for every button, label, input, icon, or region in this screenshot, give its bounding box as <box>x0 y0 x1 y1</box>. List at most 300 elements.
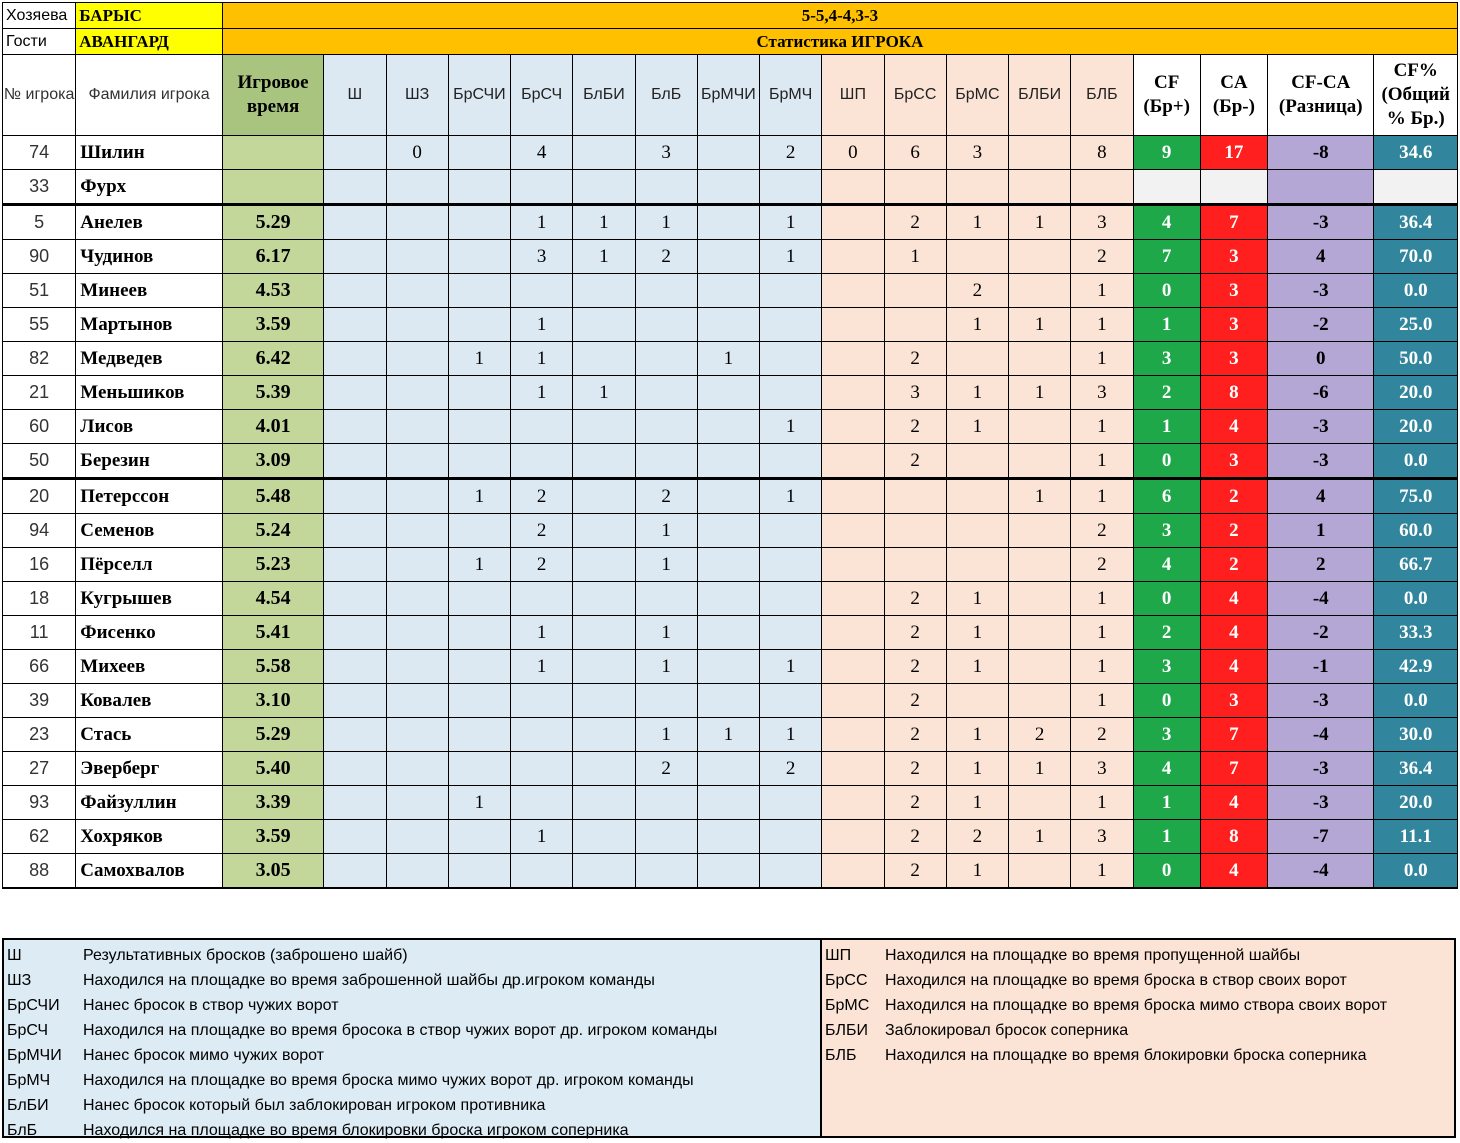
diff-cell: 0 <box>1268 342 1374 376</box>
stat-cell <box>386 410 448 444</box>
table-row <box>3 786 1458 820</box>
stat-cell: 1 <box>1009 820 1071 854</box>
player-number: 51 <box>3 274 76 308</box>
stat-cell <box>573 820 635 854</box>
legend-description: Находился на площадке во время заброшенной шайбы др.игроком команды <box>83 972 655 989</box>
player-name: Фурх <box>76 170 223 205</box>
table-row <box>3 616 1458 650</box>
player-number: 60 <box>3 410 76 444</box>
stat-cell <box>386 444 448 479</box>
stat-cell <box>324 650 386 684</box>
player-number: 21 <box>3 376 76 410</box>
pct-cell: 20.0 <box>1374 410 1458 444</box>
pct-cell: 75.0 <box>1374 479 1458 514</box>
cf-cell: 2 <box>1133 376 1200 410</box>
stat-cell <box>884 548 946 582</box>
stat-cell <box>448 718 510 752</box>
col-header-stat: ШЗ <box>386 55 448 136</box>
stat-cell <box>511 752 573 786</box>
guest-team: АВАНГАРД <box>76 29 223 55</box>
col-header-stat: ШП <box>822 55 884 136</box>
stat-cell <box>448 616 510 650</box>
stat-cell <box>697 514 759 548</box>
ca-cell: 4 <box>1200 616 1267 650</box>
stat-cell <box>1071 170 1133 205</box>
pct-cell: 20.0 <box>1374 376 1458 410</box>
stat-cell: 1 <box>760 479 822 514</box>
stat-cell <box>324 514 386 548</box>
cf-cell: 4 <box>1133 752 1200 786</box>
ca-cell: 8 <box>1200 820 1267 854</box>
stat-cell: 6 <box>884 136 946 170</box>
stat-cell: 4 <box>511 136 573 170</box>
stat-cell <box>386 582 448 616</box>
stat-cell <box>573 854 635 889</box>
diff-cell: -4 <box>1268 582 1374 616</box>
diff-cell: -3 <box>1268 786 1374 820</box>
stat-cell: 1 <box>1009 752 1071 786</box>
stat-cell <box>573 752 635 786</box>
legend-code: ШЗ <box>7 972 32 989</box>
col-header-stat: БрМС <box>946 55 1008 136</box>
table-row <box>3 342 1458 376</box>
legend-code: БЛБИ <box>825 1022 868 1039</box>
player-number: 94 <box>3 514 76 548</box>
player-number: 66 <box>3 650 76 684</box>
stat-cell: 2 <box>511 514 573 548</box>
stat-cell <box>324 752 386 786</box>
home-label: Хозяева <box>3 3 76 29</box>
stat-cell <box>448 752 510 786</box>
legend-item <box>4 1093 820 1118</box>
legend-item <box>4 1043 820 1068</box>
stat-cell: 1 <box>511 342 573 376</box>
stat-cell <box>324 684 386 718</box>
legend-code: ШП <box>825 947 852 964</box>
cf-cell: 9 <box>1133 136 1200 170</box>
ca-cell: 3 <box>1200 308 1267 342</box>
table-row <box>3 479 1458 514</box>
cf-cell: 0 <box>1133 854 1200 889</box>
stat-cell: 1 <box>946 205 1008 240</box>
player-time: 5.29 <box>222 205 323 240</box>
table-row <box>3 170 1458 205</box>
stat-cell <box>760 376 822 410</box>
stat-cell: 1 <box>884 240 946 274</box>
stat-cell <box>1009 854 1071 889</box>
stat-cell <box>884 274 946 308</box>
stat-cell <box>386 650 448 684</box>
stat-cell: 1 <box>760 410 822 444</box>
diff-cell: 4 <box>1268 479 1374 514</box>
stat-cell: 1 <box>635 718 697 752</box>
stat-cell <box>760 170 822 205</box>
stat-cell: 2 <box>884 786 946 820</box>
player-time: 3.10 <box>222 684 323 718</box>
stat-cell <box>697 376 759 410</box>
stat-cell: 1 <box>573 205 635 240</box>
player-name: Пёрселл <box>76 548 223 582</box>
stat-cell <box>511 170 573 205</box>
stat-cell <box>386 752 448 786</box>
stat-cell <box>324 170 386 205</box>
table-subtitle: Статистика ИГРОКА <box>222 29 1457 55</box>
stat-cell <box>573 616 635 650</box>
stat-cell <box>946 342 1008 376</box>
stat-cell <box>448 650 510 684</box>
legend-left <box>4 940 822 1139</box>
cf-cell: 4 <box>1133 548 1200 582</box>
cf-cell: 6 <box>1133 479 1200 514</box>
pct-cell: 11.1 <box>1374 820 1458 854</box>
stat-cell <box>324 820 386 854</box>
diff-cell: -3 <box>1268 205 1374 240</box>
stat-cell <box>324 854 386 889</box>
stat-cell: 1 <box>946 410 1008 444</box>
stat-cell <box>324 616 386 650</box>
diff-cell: -3 <box>1268 684 1374 718</box>
stat-cell: 2 <box>884 820 946 854</box>
stat-cell: 1 <box>635 514 697 548</box>
stat-cell <box>573 650 635 684</box>
stat-cell <box>386 514 448 548</box>
stat-cell <box>760 342 822 376</box>
stat-cell <box>511 444 573 479</box>
stat-cell <box>386 240 448 274</box>
player-time: 4.01 <box>222 410 323 444</box>
player-name: Чудинов <box>76 240 223 274</box>
player-time: 5.58 <box>222 650 323 684</box>
player-number: 88 <box>3 854 76 889</box>
stat-cell: 1 <box>946 582 1008 616</box>
stat-cell <box>697 170 759 205</box>
pct-cell: 33.3 <box>1374 616 1458 650</box>
game-score: 5-5,4-4,3-3 <box>222 3 1457 29</box>
table-row <box>3 752 1458 786</box>
legend-code: БЛБ <box>825 1047 857 1064</box>
player-name: Самохвалов <box>76 854 223 889</box>
stat-cell <box>1009 582 1071 616</box>
col-header-diff: CF-CA (Разница) <box>1268 55 1374 136</box>
stat-cell <box>822 582 884 616</box>
cf-cell: 1 <box>1133 786 1200 820</box>
stat-cell <box>511 718 573 752</box>
stat-cell: 2 <box>884 582 946 616</box>
stat-cell <box>946 548 1008 582</box>
player-time: 5.24 <box>222 514 323 548</box>
ca-cell: 7 <box>1200 718 1267 752</box>
player-name: Файзуллин <box>76 786 223 820</box>
stat-cell <box>1009 616 1071 650</box>
stat-cell: 1 <box>1071 582 1133 616</box>
pct-cell: 36.4 <box>1374 752 1458 786</box>
player-time: 5.40 <box>222 752 323 786</box>
stat-cell <box>511 786 573 820</box>
stat-cell <box>635 854 697 889</box>
legend-code: БрМС <box>825 997 870 1014</box>
stat-cell: 1 <box>946 308 1008 342</box>
stat-cell <box>822 854 884 889</box>
stat-cell <box>1009 514 1071 548</box>
player-number: 5 <box>3 205 76 240</box>
stat-cell: 1 <box>1071 616 1133 650</box>
col-header-pct: CF% (Общий % Бр.) <box>1374 55 1458 136</box>
home-team: БАРЫС <box>76 3 223 29</box>
ca-cell: 4 <box>1200 854 1267 889</box>
pct-cell: 66.7 <box>1374 548 1458 582</box>
player-time: 5.41 <box>222 616 323 650</box>
player-name: Эверберг <box>76 752 223 786</box>
stat-cell <box>822 718 884 752</box>
col-header-time: Игровое время <box>222 55 323 136</box>
col-header-number: № игрока <box>3 55 76 136</box>
stat-cell: 3 <box>946 136 1008 170</box>
stat-cell: 2 <box>884 684 946 718</box>
stat-cell <box>386 274 448 308</box>
stat-cell: 1 <box>635 616 697 650</box>
stat-cell <box>760 308 822 342</box>
stat-cell: 1 <box>511 376 573 410</box>
stat-cell: 1 <box>573 376 635 410</box>
stat-cell: 1 <box>946 854 1008 889</box>
legend-description: Нанес бросок который был заблокирован игроком противника <box>83 1097 546 1114</box>
legend-description: Заблокировал бросок соперника <box>885 1022 1129 1039</box>
stat-cell: 1 <box>511 616 573 650</box>
legend-description: Находился на площадке во время броска в створ своих ворот <box>885 972 1347 989</box>
stat-cell: 3 <box>635 136 697 170</box>
stat-cell <box>697 616 759 650</box>
stat-cell <box>511 410 573 444</box>
stat-cell: 3 <box>1071 752 1133 786</box>
legend-code: БлБ <box>7 1122 38 1139</box>
stat-cell <box>822 444 884 479</box>
stat-cell: 1 <box>1009 308 1071 342</box>
stat-cell <box>448 820 510 854</box>
stat-cell <box>697 548 759 582</box>
legend-item <box>822 968 1454 993</box>
pct-cell: 0.0 <box>1374 854 1458 889</box>
diff-cell: -2 <box>1268 308 1374 342</box>
table-row <box>3 820 1458 854</box>
guest-label: Гости <box>3 29 76 55</box>
stat-cell: 1 <box>697 718 759 752</box>
stat-cell <box>760 820 822 854</box>
ca-cell: 3 <box>1200 240 1267 274</box>
player-number: 18 <box>3 582 76 616</box>
stat-cell <box>386 479 448 514</box>
stat-cell <box>448 136 510 170</box>
stat-cell <box>1009 650 1071 684</box>
stat-cell: 1 <box>760 205 822 240</box>
stat-cell <box>697 650 759 684</box>
col-header-stat: БрМЧ <box>760 55 822 136</box>
diff-cell: -3 <box>1268 274 1374 308</box>
table-row <box>3 205 1458 240</box>
stat-cell <box>448 205 510 240</box>
stat-cell: 2 <box>760 752 822 786</box>
stat-cell <box>1009 444 1071 479</box>
stat-cell <box>573 786 635 820</box>
player-name: Шилин <box>76 136 223 170</box>
stat-cell: 1 <box>1071 479 1133 514</box>
ca-cell: 4 <box>1200 786 1267 820</box>
stat-cell <box>511 274 573 308</box>
stat-cell <box>324 786 386 820</box>
player-name: Кугрышев <box>76 582 223 616</box>
legend-description: Находился на площадке во время блокировки броска игроком соперника <box>83 1122 629 1139</box>
legend-description: Находился на площадке во время бросока в створ чужих ворот др. игроком команды <box>83 1022 718 1039</box>
player-time <box>222 170 323 205</box>
stat-cell <box>448 170 510 205</box>
stat-cell: 1 <box>511 820 573 854</box>
player-number: 74 <box>3 136 76 170</box>
stat-cell: 0 <box>386 136 448 170</box>
legend-description: Результативных бросков (заброшено шайб) <box>83 947 408 964</box>
player-time: 4.53 <box>222 274 323 308</box>
stat-cell <box>884 170 946 205</box>
stat-cell: 1 <box>760 718 822 752</box>
stat-cell: 8 <box>1071 136 1133 170</box>
ca-cell: 3 <box>1200 274 1267 308</box>
col-header-stat: БлБИ <box>573 55 635 136</box>
table-row <box>3 650 1458 684</box>
diff-cell: -4 <box>1268 854 1374 889</box>
pct-cell: 25.0 <box>1374 308 1458 342</box>
stat-cell <box>635 820 697 854</box>
stat-cell <box>822 308 884 342</box>
diff-cell: -3 <box>1268 752 1374 786</box>
table-row <box>3 718 1458 752</box>
stat-cell <box>511 582 573 616</box>
stat-cell: 1 <box>946 752 1008 786</box>
stat-cell <box>1009 684 1071 718</box>
stat-cell <box>760 684 822 718</box>
stat-cell <box>760 444 822 479</box>
player-number: 50 <box>3 444 76 479</box>
stat-cell <box>448 854 510 889</box>
legend-code: БрСС <box>825 972 868 989</box>
stat-cell <box>448 582 510 616</box>
stat-cell <box>448 410 510 444</box>
player-number: 90 <box>3 240 76 274</box>
diff-cell: 4 <box>1268 240 1374 274</box>
stat-cell <box>697 684 759 718</box>
stat-cell: 2 <box>1071 718 1133 752</box>
player-name: Семенов <box>76 514 223 548</box>
stat-cell <box>573 308 635 342</box>
player-number: 11 <box>3 616 76 650</box>
player-time <box>222 136 323 170</box>
player-name: Минеев <box>76 274 223 308</box>
stat-cell: 1 <box>635 548 697 582</box>
pct-cell: 34.6 <box>1374 136 1458 170</box>
diff-cell: -7 <box>1268 820 1374 854</box>
stat-cell: 2 <box>884 718 946 752</box>
stat-cell <box>573 684 635 718</box>
stat-cell: 2 <box>1009 718 1071 752</box>
ca-cell: 17 <box>1200 136 1267 170</box>
stat-cell <box>324 205 386 240</box>
stat-cell <box>697 854 759 889</box>
stat-cell <box>946 479 1008 514</box>
cf-cell: 0 <box>1133 274 1200 308</box>
table-row <box>3 444 1458 479</box>
stat-cell <box>946 684 1008 718</box>
diff-cell: -6 <box>1268 376 1374 410</box>
stat-cell <box>448 308 510 342</box>
legend-item <box>822 943 1454 968</box>
stat-cell <box>1009 274 1071 308</box>
table-row <box>3 136 1458 170</box>
table-row <box>3 582 1458 616</box>
stat-cell: 1 <box>1071 684 1133 718</box>
player-time: 6.42 <box>222 342 323 376</box>
stat-cell <box>822 786 884 820</box>
table-row <box>3 684 1458 718</box>
stat-cell: 2 <box>511 548 573 582</box>
stat-cell: 1 <box>946 376 1008 410</box>
table-row <box>3 376 1458 410</box>
stat-cell <box>697 274 759 308</box>
player-name: Стась <box>76 718 223 752</box>
stat-cell <box>760 514 822 548</box>
player-name: Хохряков <box>76 820 223 854</box>
player-number: 93 <box>3 786 76 820</box>
player-name: Лисов <box>76 410 223 444</box>
col-header-name: Фамилия игрока <box>76 55 223 136</box>
player-name: Фисенко <box>76 616 223 650</box>
pct-cell: 50.0 <box>1374 342 1458 376</box>
stat-cell: 1 <box>448 342 510 376</box>
stat-cell: 2 <box>635 752 697 786</box>
stat-cell: 1 <box>511 205 573 240</box>
stat-cell <box>324 342 386 376</box>
stat-cell: 1 <box>1071 444 1133 479</box>
legend-code: БрСЧИ <box>7 997 60 1014</box>
cf-cell: 1 <box>1133 410 1200 444</box>
stat-cell <box>386 718 448 752</box>
player-time: 4.54 <box>222 582 323 616</box>
table-row <box>3 410 1458 444</box>
stat-cell: 2 <box>884 650 946 684</box>
stat-cell <box>1009 548 1071 582</box>
ca-cell: 4 <box>1200 410 1267 444</box>
stat-cell: 2 <box>635 240 697 274</box>
stat-cell <box>822 342 884 376</box>
stat-cell: 1 <box>1071 342 1133 376</box>
table-row <box>3 240 1458 274</box>
stat-cell: 1 <box>448 479 510 514</box>
stat-cell <box>573 582 635 616</box>
player-number: 55 <box>3 308 76 342</box>
player-number: 27 <box>3 752 76 786</box>
stat-cell <box>697 479 759 514</box>
cf-cell: 1 <box>1133 820 1200 854</box>
player-number: 20 <box>3 479 76 514</box>
cf-cell: 0 <box>1133 582 1200 616</box>
ca-cell: 7 <box>1200 205 1267 240</box>
player-name: Меньшиков <box>76 376 223 410</box>
col-header-ca: CA (Бр-) <box>1200 55 1267 136</box>
player-name: Мартынов <box>76 308 223 342</box>
cf-cell: 4 <box>1133 205 1200 240</box>
stat-cell: 1 <box>511 650 573 684</box>
stat-cell <box>448 444 510 479</box>
pct-cell: 0.0 <box>1374 274 1458 308</box>
pct-cell <box>1374 170 1458 205</box>
stat-cell <box>386 854 448 889</box>
pct-cell: 20.0 <box>1374 786 1458 820</box>
